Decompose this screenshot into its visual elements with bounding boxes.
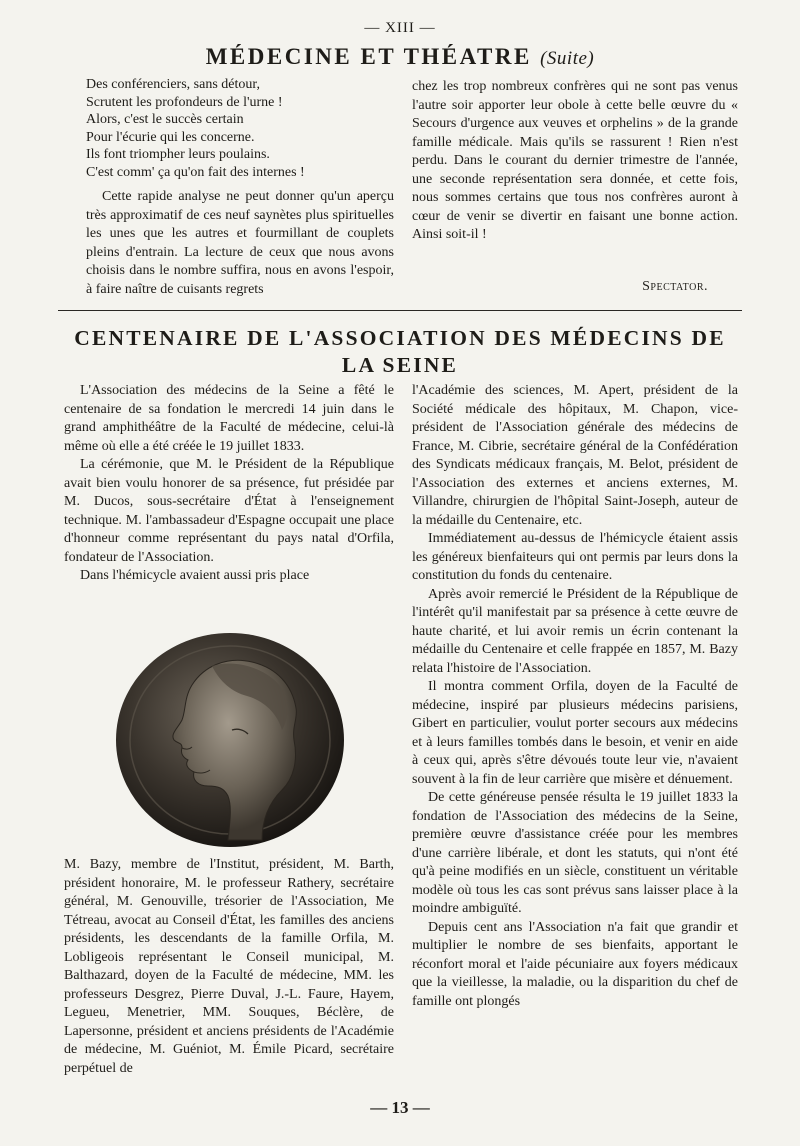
divider: [58, 310, 742, 311]
paragraph: L'Association des médecins de la Seine a fêté le centenaire de sa fondation le mercredi 14 juin dans le grand amphithéâtre de la Faculté de médecine, celui-là même où elle a été créée le 19 juillet 1833.: [64, 383, 394, 454]
poem-line: Ils font triompher leurs poulains.: [86, 147, 270, 162]
article1-left-text: [86, 188, 394, 299]
section-title: [0, 44, 800, 70]
poem-line: Pour l'écurie qui les concerne.: [86, 129, 255, 145]
section-title-suffix: (Suite): [540, 48, 595, 69]
article2-right-column: [412, 382, 738, 1011]
article1-left-column: [86, 76, 394, 181]
article-title: CENTENAIRE DE L'ASSOCIATION DES MÉDECINS DE LA SEINE: [74, 326, 726, 377]
paragraph: Depuis cent ans l'Association n'a fait que grandir et multiplier le nombre de ses bienfaits, apportant le réconfort moral et l'aide pécuniaire aux foyers médicaux que la vieillesse, la maladie, ou la disparition du chef de famille ont plongés: [412, 919, 738, 1009]
paragraph: M. Bazy, membre de l'Institut, président, M. Barth, président honoraire, M. le professeur Rathery, secrétaire général, M. Genouville, trésorier de l'Association, Me Tétreau, avocat au Conseil d'État, les familles des anciens présidents, les descendants de la famille Orfila, M. Lobligeois représentant le Conseil municipal, M. Balthazard, doyen de la Faculté de médecine, MM. les professeurs Desgrez, Pierre Duval, J.-L. Faure, Hayem, Legueu, Menetrier, MM. Souques, Béclère, de Lapersonne, président et anciens présidents de l'Académie de médecine, M. Guéniot, M. Émile Picard, secrétaire perpétuel de: [64, 857, 394, 1076]
article2-left-top: [64, 382, 394, 586]
poem-line: Alors, c'est le succès certain: [86, 112, 244, 127]
paragraph: Immédiatement au-dessus de l'hémicycle étaient assis les généreux bienfaiteurs qui ont permis par leurs dons la constitution du fonds du centenaire.: [412, 531, 738, 583]
signature: Spectator.: [642, 279, 708, 294]
paragraph: chez les trop nombreux confrères qui ne sont pas venus l'autre soir apporter leur obole à cette belle œuvre du « Secours d'urgence aux veuves et orphelins » de la grande famille médicale. Mais qu'ils se rassurent ! Rien n'est perdu. Dans le courant du dernier trimestre de l'année, une seconde représentation sera donnée, et cette fois, nous sommes certains que tous nos confrères auront à cœur de venir se divertir en faisant une bonne action. Ainsi soit-il !: [412, 79, 738, 242]
page-number-roman: — XIII —: [364, 20, 436, 36]
paragraph: La cérémonie, que M. le Président de la République avait bien voulu honorer de sa présence, fut présidée par M. Ducos, sous-secrétaire d'État à l'enseignement technique. M. l'ambassadeur d'Espagne occupait une place d'honneur comme représentant du pays natal d'Orfila, fondateur de l'Association.: [64, 457, 394, 565]
page-number: — 13 —: [370, 1098, 430, 1117]
paragraph: l'Académie des sciences, M. Apert, président de la Société médicale des hôpitaux, M. Chapon, vice-président de l'Association générale des médecins de France, M. Cibrie, secrétaire général de la Confédération des Syndicats médicaux français, M. Belot, président de l'Association des externes et anciens externes, M. Villandre, chirurgien de l'hôpital Saint-Joseph, auteur de la médaille du Centenaire, etc.: [412, 383, 738, 528]
poem-line: Des conférenciers, sans détour,: [86, 77, 260, 92]
poem-line: C'est comm' ça qu'on fait des internes !: [86, 164, 305, 180]
poem: [86, 76, 394, 181]
poem-line: Scrutent les profondeurs de l'urne !: [86, 94, 283, 110]
section-title-text: MÉDECINE ET THÉATRE: [205, 44, 532, 69]
centenary-medal-image: [112, 630, 348, 850]
medal-portrait-icon: [112, 630, 348, 850]
paragraph: De cette généreuse pensée résulta le 19 juillet 1833 la fondation de l'Association des médecins de la Seine, première œuvre d'assistance créée pour les membres d'une carrière libérale, et dont les statuts, qui n'ont été qu'à peine modifiés en un siècle, constituent un véritable modèle où tous les cas sont prévus sans laisser place à la moindre ambiguïté.: [412, 790, 738, 916]
paragraph: Cette rapide analyse ne peut donner qu'un aperçu très approximatif de ces neuf saynètes plus spirituelles les unes que les autres et fourmillant de couplets pleins d'entrain. La lecture de ceux que nous avons choisis dans le nombre suffira, nous en avons l'espoir, à faire naître de cuisants regrets: [86, 189, 394, 297]
paragraph: Dans l'hémicycle avaient aussi pris place: [80, 568, 310, 583]
article1-right-column: [412, 78, 738, 245]
paragraph: Il montra comment Orfila, doyen de la Faculté de médecine, inspiré par plusieurs médecins parisiens, Gibert en particulier, voulut porter secours aux médecins et à leurs familles tombés dans le besoin, et venir en aide à ceux qui, après s'être dévoués toute leur vie, n'avaient souvent à la fin de leur carrière que misère et dénuement.: [412, 679, 738, 787]
article2-left-bottom: [64, 856, 394, 1078]
paragraph: Après avoir remercié le Président de la République de l'intérêt qu'il manifestait par sa présence à cette œuvre de haute charité, et lui avoir remis un écrin contenant la médaille du Centenaire et celle frappée en 1857, M. Bazy relata l'histoire de l'Association.: [412, 586, 738, 676]
